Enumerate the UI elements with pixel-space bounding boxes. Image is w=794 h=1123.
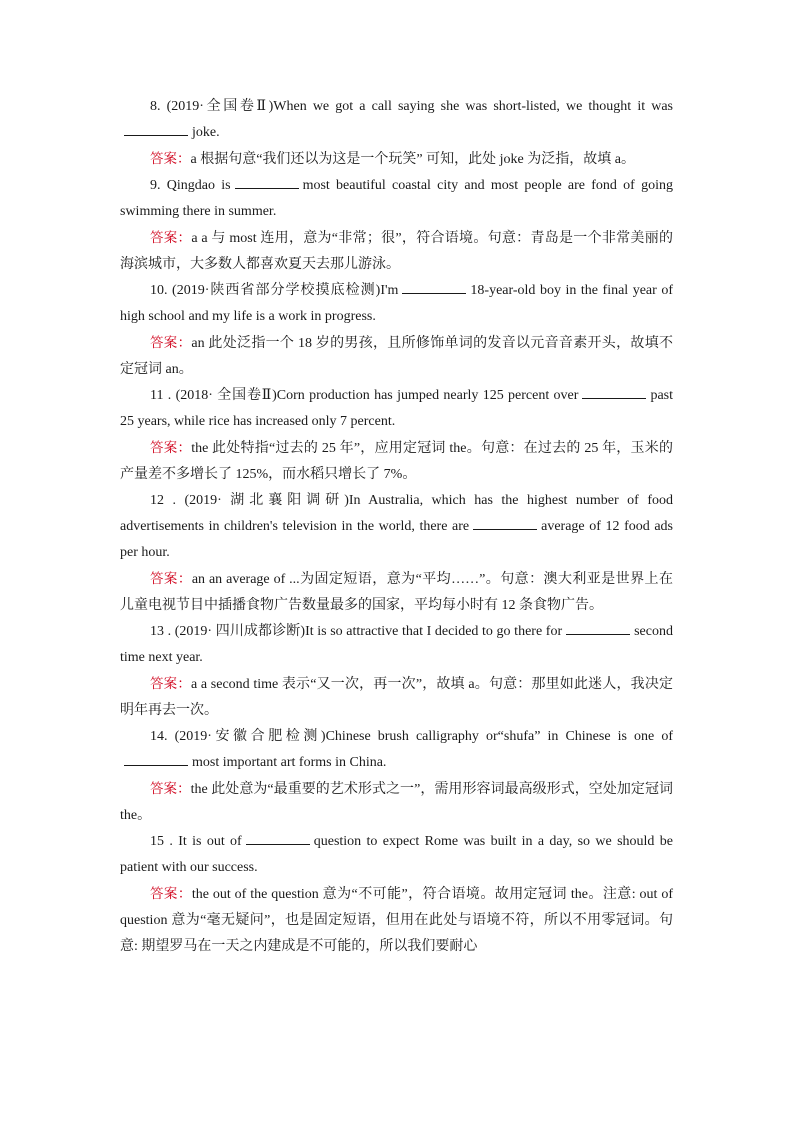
question-before: 10. (2019·陕西省部分学校摸底检测)I'm (150, 283, 399, 298)
answer-explanation: a a 与 most 连用，意为“非常；很”，符合语境。句意：青岛是一个非常美丽的海滨城市，大多数人都喜欢夏天去那儿游泳。 (120, 231, 673, 272)
answer-label: 答案： (150, 676, 192, 692)
answer-text (120, 225, 673, 278)
question-before: 13 . (2019· 四川成都诊断)It is so attractive that I decided to go there for (150, 624, 563, 639)
answer-text (120, 881, 673, 960)
answer-explanation: an an average of ...为固定短语，意为“平均……”。句意：澳大利亚是世界上在儿童电视节目中插播食物广告数量最多的国家，平均每小时有 12 条食物广告。 (120, 572, 673, 613)
question-text (120, 829, 673, 881)
answer-blank[interactable] (566, 620, 630, 635)
answer-text (120, 671, 673, 724)
answer-explanation: the 此处意为“最重要的艺术形式之一”，需用形容词最高级形式，空处加定冠词 the。 (120, 782, 674, 823)
question-item-9 (120, 173, 673, 278)
question-after: average of 12 food ads per hour. (120, 519, 673, 560)
question-text (120, 94, 673, 146)
question-after: joke. (192, 125, 220, 140)
question-item-8 (120, 94, 673, 173)
answer-label: 答案： (150, 440, 192, 456)
question-text (120, 173, 673, 225)
question-item-13 (120, 619, 673, 724)
question-text (120, 383, 673, 435)
answer-explanation: a a second time 表示“又一次，再一次”，故填 a。句意：那里如此迷人，我决定明年再去一次。 (120, 677, 673, 718)
question-after: second time next year. (120, 624, 673, 665)
question-before: 9. Qingdao is (150, 178, 231, 193)
question-before: 11 . (2018· 全国卷Ⅱ)Corn production has jumped nearly 125 percent over (150, 388, 579, 403)
answer-blank[interactable] (124, 751, 188, 766)
question-item-15 (120, 829, 673, 960)
question-after: most important art forms in China. (192, 755, 387, 770)
exercise-page (120, 94, 673, 960)
answer-explanation: a 根据句意“我们还以为这是一个玩笑” 可知，此处 joke 为泛指，故填 a。 (190, 152, 635, 167)
answer-label: 答案： (150, 781, 191, 797)
answer-text (120, 776, 673, 829)
answer-blank[interactable] (124, 121, 188, 136)
answer-text (120, 566, 673, 619)
question-item-12 (120, 488, 673, 619)
answer-blank[interactable] (235, 174, 299, 189)
answer-label: 答案： (150, 571, 192, 587)
answer-explanation: the out of the question 意为“不可能”，符合语境。故用定冠词 the。注意: out of question 意为“毫无疑问”，也是固定短语，但用在此处与语境不符，所以不用零冠词。句意: 期望罗马在一天之内建成是不可能的，所以我们要耐心 (120, 887, 674, 954)
answer-label: 答案： (150, 886, 192, 902)
question-item-10 (120, 278, 673, 383)
answer-blank[interactable] (582, 384, 646, 399)
answer-blank[interactable] (473, 515, 537, 530)
question-after: past 25 years, while rice has increased only 7 percent. (120, 388, 673, 429)
question-after: question to expect Rome was built in a day, so we should be patient with our success. (120, 834, 673, 875)
question-before: 15 . It is out of (150, 834, 242, 849)
answer-blank[interactable] (246, 830, 310, 845)
answer-label: 答案： (150, 151, 191, 167)
question-text (120, 278, 673, 330)
question-text (120, 724, 673, 776)
answer-explanation: the 此处特指“过去的 25 年”，应用定冠词 the。句意：在过去的 25 年，玉米的产量差不多增长了 125%，而水稻只增长了 7%。 (120, 441, 673, 482)
answer-label: 答案： (150, 230, 192, 246)
question-after: 18-year-old boy in the final year of high school and my life is a work in progress. (120, 283, 673, 324)
question-text (120, 619, 673, 671)
answer-text (120, 146, 673, 173)
answer-explanation: an 此处泛指一个 18 岁的男孩，且所修饰单词的发音以元音音素开头，故填不定冠词 an。 (120, 336, 674, 377)
answer-text (120, 330, 673, 383)
question-item-14 (120, 724, 673, 829)
question-before: 8. (2019·全国卷Ⅱ)When we got a call saying she was short-listed, we thought it was (150, 99, 673, 114)
question-before: 12 . (2019· 湖北襄阳调研)In Australia, which has the highest number of food advertisements in children's television in the world, there are (120, 493, 673, 534)
answer-blank[interactable] (402, 279, 466, 294)
answer-label: 答案： (150, 335, 192, 351)
answer-text (120, 435, 673, 488)
question-text (120, 488, 673, 566)
question-item-11 (120, 383, 673, 488)
question-after: most beautiful coastal city and most people are fond of going swimming there in summer. (120, 178, 673, 219)
question-before: 14. (2019·安徽合肥检测)Chinese brush calligraphy or“shufa” in Chinese is one of (150, 729, 673, 744)
